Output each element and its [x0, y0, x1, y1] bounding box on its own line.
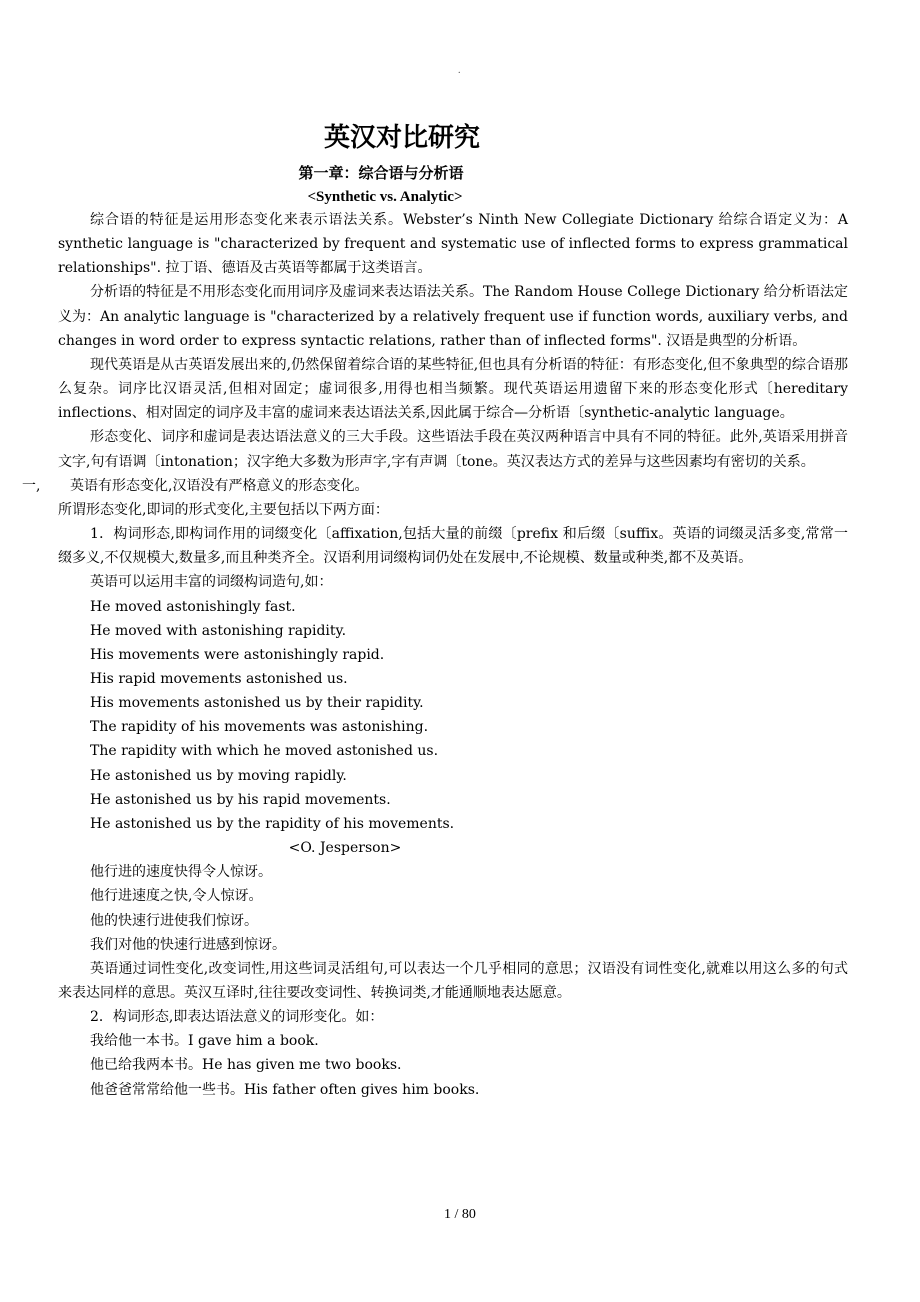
english-example: The rapidity of his movements was astonishing. — [90, 719, 429, 736]
paragraph-grammar-means: 形态变化、词序和虚词是表达语法意义的三大手段。这些语法手段在英汉两种语言中具有不同的特征。此外,英语采用拼音文字,句有语调〔intonation；汉字绝大多数为形声字,字有声调〔tone。英汉表达方式的差异与这些因素均有密切的关系。 — [58, 429, 848, 470]
attribution: <O. Jesperson> — [288, 840, 402, 857]
english-example: He moved astonishingly fast. — [90, 598, 296, 615]
document-body — [0, 208, 920, 1102]
header-mark: . — [458, 65, 461, 76]
chinese-example: 他的快速行进使我们惊讶。 — [90, 912, 258, 929]
section-heading-text: 英语有形态变化,汉语没有严格意义的形态变化。 — [70, 477, 369, 494]
english-example: His movements were astonishingly rapid. — [90, 646, 385, 663]
paragraph-analytic: 分析语的特征是不用形态变化而用词序及虚词来表达语法关系。The Random House College Dictionary 给分析语法定义为：An analytic language is "characterized by a relatively frequent use if function words, auxiliary verbs, and changes in word order to express syntactic relations, rather than of inflected forms". 汉语是典型的分析语。 — [58, 284, 848, 349]
section-heading-one — [22, 474, 920, 498]
chinese-example: 他行进的速度快得令人惊讶。 — [90, 864, 272, 881]
page-number: 1 / 80 — [444, 1207, 476, 1222]
english-example: He astonished us by moving rapidly. — [90, 767, 347, 784]
book-example: 他已给我两本书。He has given me two books. — [90, 1057, 402, 1074]
paragraph-modern-english: 现代英语是从古英语发展出来的,仍然保留着综合语的某些特征,但也具有分析语的特征：有形态变化,但不象典型的综合语那么复杂。词序比汉语灵活,但相对固定；虚词很多,用得也相当频繁。现代英语运用遗留下来的形态变化形式〔hereditary inflections、相对固定的词序及丰富的虚词来表达语法关系,因此属于综合—分析语〔synthetic-analytic language。 — [58, 356, 848, 422]
book-example: 他爸爸常常给他一些书。His father often gives him books. — [90, 1081, 480, 1098]
paragraph-synthetic: 综合语的特征是运用形态变化来表示语法关系。Webster’s Ninth New Collegiate Dictionary 给综合语定义为：A synthetic language is "characterized by frequent and systematic use of inflected forms to express grammatical relationships". 拉丁语、德语及古英语等都属于这类语言。 — [58, 212, 848, 277]
english-example: He moved with astonishing rapidity. — [90, 622, 347, 639]
chapter-heading: 第一章：综合语与分析语 — [298, 164, 464, 182]
book-example: 我给他一本书。I gave him a book. — [90, 1033, 319, 1050]
summary-paragraph: 英语通过词性变化,改变词性,用这些词灵活组句,可以表达一个几乎相同的意思；汉语没有词性变化,就难以用这么多的句式来表达同样的意思。英汉互译时,往往要改变词性、转换词类,才能通顺地表达愿意。 — [58, 960, 848, 1001]
point-one-paragraph: 1．构词形态,即构词作用的词缀变化〔affixation,包括大量的前缀〔prefix 和后缀〔suffix。英语的词缀灵活多变,常常一缀多义,不仅规模大,数量多,而且种类齐全。汉语利用词缀构词仍处在发展中,不论规模、数量或种类,都不及英语。 — [58, 526, 848, 567]
point-two: 2．构词形态,即表达语法意义的词形变化。如： — [90, 1009, 384, 1026]
english-example: The rapidity with which he moved astonished us. — [90, 743, 439, 760]
example-intro: 英语可以运用丰富的词缀构词造句,如： — [90, 574, 333, 591]
chinese-example: 我们对他的快速行进感到惊讶。 — [90, 936, 286, 953]
english-example: His rapid movements astonished us. — [90, 670, 348, 687]
intro-line: 所谓形态变化,即词的形式变化,主要包括以下两方面： — [58, 501, 389, 518]
english-example: He astonished us by his rapid movements. — [90, 791, 391, 808]
document-title: 英汉对比研究 — [323, 123, 480, 153]
english-example: His movements astonished us by their rapidity. — [90, 695, 424, 712]
chinese-example: 他行进速度之快,令人惊讶。 — [90, 888, 263, 905]
english-example: He astonished us by the rapidity of his movements. — [90, 815, 455, 832]
section-number: 一, — [22, 477, 41, 494]
chapter-subtitle: <Synthetic vs. Analytic> — [307, 189, 463, 205]
